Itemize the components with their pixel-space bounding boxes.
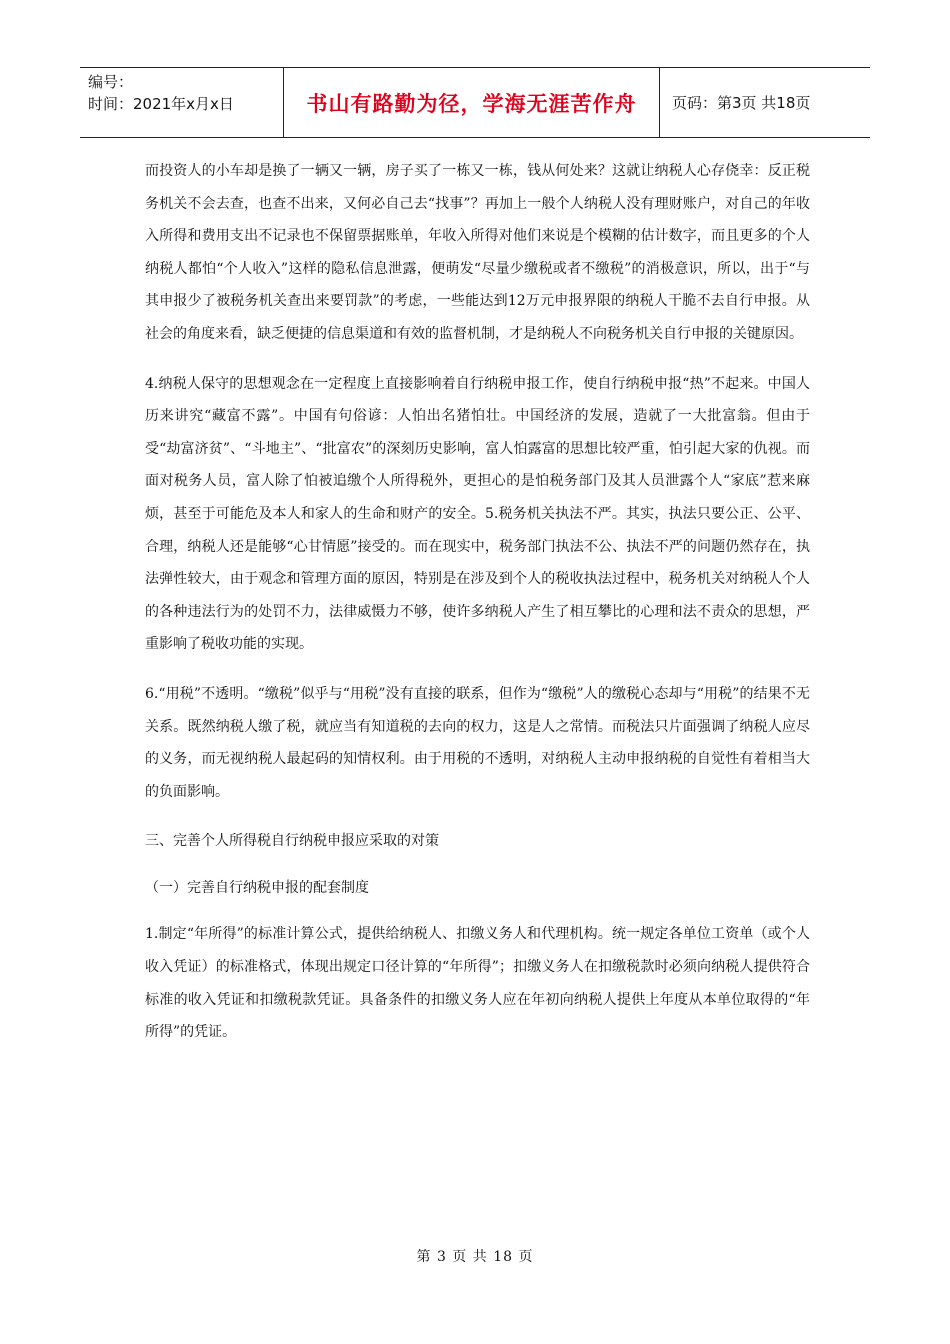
paragraph: 4.纳税人保守的思想观念在一定程度上直接影响着自行纳税申报工作，使自行纳税申报“热”不起来。中国人历来讲究“藏富不露”。中国有句俗谚：人怕出名猪怕壮。中国经济的发展，造就了一大批富翁。但由于受“劫富济贫”、“斗地主”、“批富农”的深刻历史影响，富人怕露富的思想比较严重，怕引起大家的仇视。而面对税务人员，富人除了怕被追缴个人所得税外，更担心的是怕税务部门及其人员泄露个人“家底”惹来麻烦，甚至于可能危及本人和家人的生命和财产的安全。5.税务机关执法不严。其实，执法只要公正、公平、合理，纳税人还是能够“心甘情愿”接受的。而在现实中，税务部门执法不公、执法不严的问题仍然存在，执法弹性较大，由于观念和管理方面的原因，特别是在涉及到个人的税收执法过程中，税务机关对纳税人个人的各种违法行为的处罚不力，法律威慑力不够，使许多纳税人产生了相互攀比的心理和法不责众的思想，严重影响了税收功能的实现。 [145,375,810,653]
document-number-label: 编号： [88,73,134,91]
paragraph: 6.“用税”不透明。“缴税”似乎与“用税”没有直接的联系，但作为“缴税”人的缴税心态却与“用税”的结果不无关系。既然纳税人缴了税，就应当有知道税的去向的权力，这是人之常情。而税法只片面强调了纳税人应尽的义务，而无视纳税人最起码的知情权利。由于用税的不透明，对纳税人主动申报纳税的自觉性有着相当大的负面影响。 [145,685,810,800]
subsection-heading: （一）完善自行纳税申报的配套制度 [145,879,369,896]
header-motto: 书山有路勤为径，学海无涯苦作舟 [306,91,637,116]
document-date-label: 时间：2021年x月x日 [88,95,234,113]
page-header [80,67,870,138]
page-footer: 第 3 页 共 18 页 [416,1249,534,1265]
document-body [145,155,810,1066]
header-page-info: 页码：第3页 共18页 [672,94,811,112]
header-left-cell [80,68,283,137]
header-motto-cell [283,68,660,137]
paragraph: 而投资人的小车却是换了一辆又一辆，房子买了一栋又一栋，钱从何处来？这就让纳税人心存侥幸：反正税务机关不会去查，也查不出来，又何必自己去“找事”？再加上一般个人纳税人没有理财账户，对自己的年收入所得和费用支出不记录也不保留票据账单，年收入所得对他们来说是个模糊的估计数字，而且更多的个人纳税人都怕“个人收入”这样的隐私信息泄露，便萌发“尽量少缴税或者不缴税”的消极意识，所以，出于“与其申报少了被税务机关查出来要罚款”的考虑，一些能达到12万元申报界限的纳税人干脆不去自行申报。从社会的角度来看，缺乏便捷的信息渠道和有效的监督机制，才是纳税人不向税务机关自行申报的关键原因。 [145,163,810,342]
paragraph: 1.制定“年所得”的标准计算公式，提供给纳税人、扣缴义务人和代理机构。统一规定各单位工资单（或个人收入凭证）的标准格式，体现出规定口径计算的“年所得”；扣缴义务人在扣缴税款时必须向纳税人提供符合标准的收入凭证和扣缴税款凭证。具备条件的扣缴义务人应在年初向纳税人提供上年度从本单位取得的“年所得”的凭证。 [145,926,810,1041]
section-heading: 三、完善个人所得税自行纳税申报应采取的对策 [145,833,439,850]
header-page-cell [660,68,870,137]
